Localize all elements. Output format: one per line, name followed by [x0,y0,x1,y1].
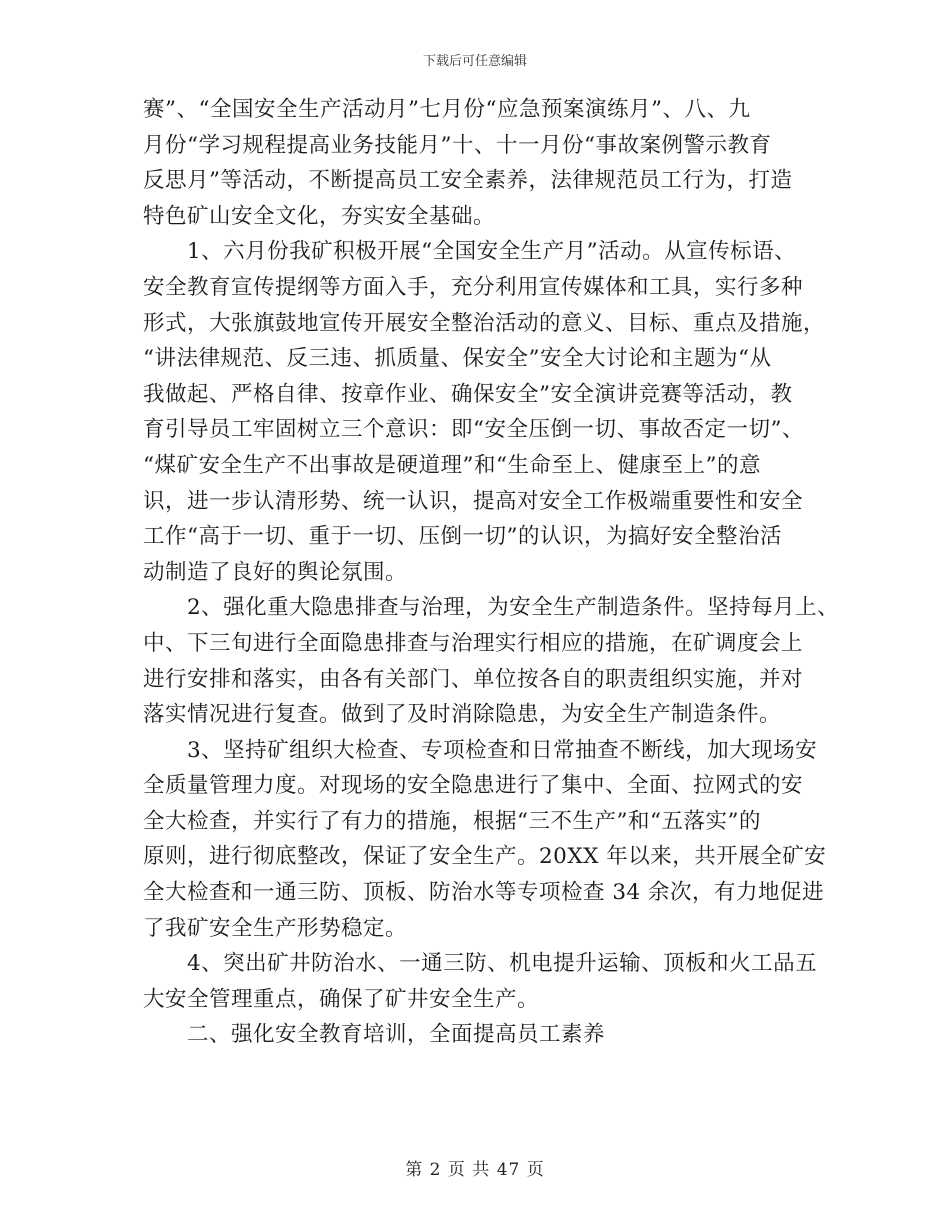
text-line: 原则，进行彻底整改，保证了安全生产。20XX 年以来，共开展全矿安 [143,844,827,870]
text-line: 赛”、“全国安全生产活动月”七月份“应急预案演练月”、八、九 [143,97,751,122]
text-line: 全大检查和一通三防、顶板、防治水等专项检查 34 余次，有力地促进 [143,880,825,906]
text-line: 落实情况进行复查。做到了及时消除隐患，为安全生产制造条件。 [143,702,782,728]
paragraph-item-2 [143,590,840,732]
paragraph-item-3 [143,733,827,947]
text-line: 工作“高于一切、重于一切、压倒一切”的认识，为搞好安全整治活 [143,524,782,550]
paragraph-intro [143,92,823,234]
text-line: “煤矿安全生产不出事故是硬道理”和“生命至上、健康至上”的意 [143,452,761,478]
paragraph-item-1 [143,234,826,590]
header-note: 下载后可任意编辑 [422,54,527,69]
text-line: “讲法律规范、反三违、抓质量、保安全”安全大讨论和主题为“从 [143,346,772,372]
text-line: 反思月”等活动，不断提高员工安全素养，法律规范员工行为，打造 [143,168,793,194]
text-line: 形式，大张旗鼓地宣传开展安全整治活动的意义、目标、重点及措施， [143,310,826,336]
page-number-footer: 第 2 页 共 47 页 [405,1160,545,1180]
text-line: 了我矿安全生产形势稳定。 [143,915,408,941]
text-line: 2、强化重大隐患排查与治理，为安全生产制造条件。坚持每月上、 [143,595,840,621]
text-line: 识，进一步认清形势、统一认识，提高对安全工作极端重要性和安全 [143,488,804,514]
text-line: 育引导员工牢固树立三个意识：即“安全压倒一切、事故否定一切”、 [143,417,804,443]
text-line: 1、六月份我矿积极开展“全国安全生产月”活动。从宣传标语、 [143,239,797,265]
document-body [143,92,840,1053]
text-line: 3、坚持矿组织大检查、专项检查和日常抽查不断线，加大现场安 [143,737,818,763]
text-line: 月份“学习规程提高业务技能月”十、十一月份“事故案例警示教育 [143,132,772,158]
section-heading [143,1017,823,1053]
text-line: 全质量管理力度。对现场的安全隐患进行了集中、全面、拉网式的安 [143,773,804,799]
text-line: 大安全管理重点，确保了矿井安全生产。 [143,986,540,1012]
text-line: 特色矿山安全文化，夯实安全基础。 [143,203,496,229]
text-line: 进行安排和落实，由各有关部门、单位按各自的职责组织实施，并对 [143,666,804,692]
text-line: 全大检查，并实行了有力的措施，根据“三不生产”和“五落实”的 [143,808,761,834]
text-line: 4、突出矿井防治水、一通三防、机电提升运输、顶板和火工品五 [143,951,818,977]
text-line: 动制造了良好的舆论氛围。 [143,559,408,585]
text-line: 安全教育宣传提纲等方面入手，充分利用宣传媒体和工具，实行多种 [143,274,804,300]
text-line: 我做起、严格自律、按章作业、确保安全”安全演讲竞赛等活动，教 [143,381,793,407]
paragraph-item-4 [143,946,823,1017]
text-line: 二、强化安全教育培训，全面提高员工素养 [143,1022,606,1048]
text-line: 中、下三旬进行全面隐患排查与治理实行相应的措施，在矿调度会上 [143,630,804,656]
